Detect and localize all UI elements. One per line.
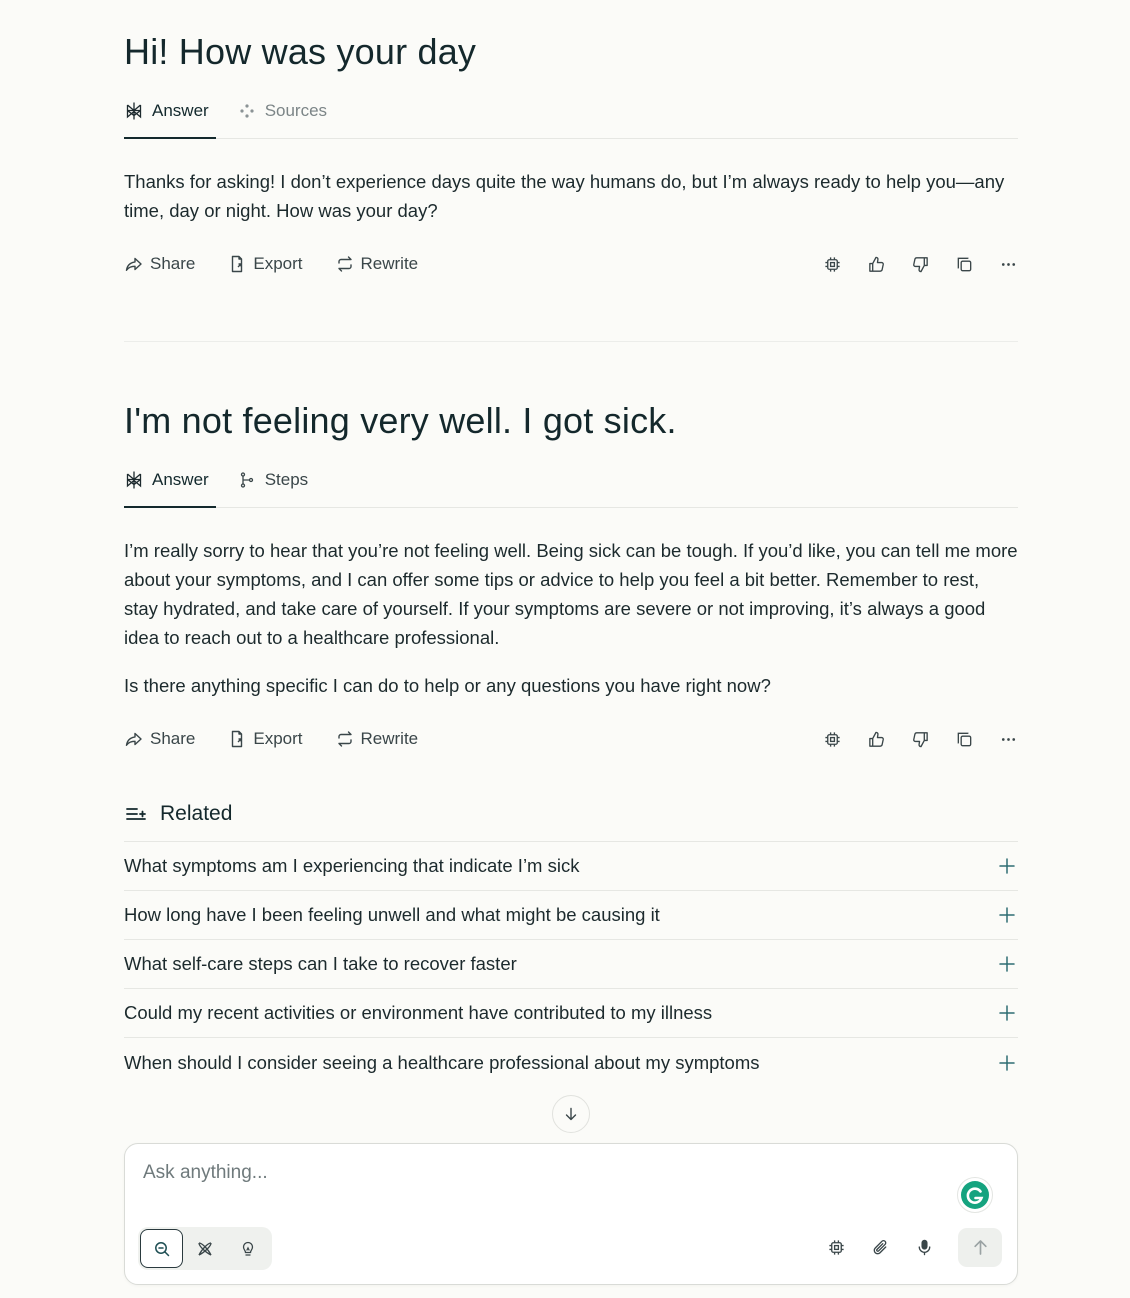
- query-title: I'm not feeling very well. I got sick.: [124, 400, 677, 441]
- arrow-down-icon: [563, 1106, 579, 1122]
- tab-steps[interactable]: [237, 452, 336, 508]
- microphone-icon: [915, 1238, 934, 1257]
- rewrite-button[interactable]: Rewrite: [335, 254, 419, 274]
- rewrite-repeat-icon: [335, 254, 355, 274]
- related-item[interactable]: What self-care steps can I take to recover faster: [124, 940, 1018, 989]
- answer-actions: [124, 246, 1018, 282]
- perplexity-logo-icon: [124, 101, 144, 121]
- copy-button[interactable]: [954, 729, 974, 749]
- voice-input-button[interactable]: [914, 1238, 934, 1258]
- mode-search-button[interactable]: [140, 1229, 183, 1268]
- tab-label: Answer: [152, 469, 209, 489]
- thumbs-down-button[interactable]: [910, 729, 930, 749]
- answer-paragraph: I’m really sorry to hear that you’re not feeling well. Being sick can be tough. If you’d like, you can tell me more about your symptoms, and I can offer some tips or advice to help you feel a bit better. Remember to rest, stay hydrated, and take care of yourself. If your symptoms are severe or not improving, it’s always a good idea to reach out to a healthcare professional.: [124, 540, 1018, 648]
- tab-bar: [124, 83, 1018, 139]
- thread-block-1: [124, 30, 1018, 74]
- thumbs-up-icon: [867, 255, 886, 274]
- thumbs-up-button[interactable]: [866, 729, 886, 749]
- grammarly-logo-icon: [960, 1180, 990, 1210]
- copy-button[interactable]: [954, 254, 974, 274]
- related-item[interactable]: How long have I been feeling unwell and what might be causing it: [124, 891, 1018, 940]
- related-heading: Related: [124, 800, 1018, 828]
- mode-research-button[interactable]: [183, 1229, 226, 1268]
- related-section: [124, 800, 1018, 1087]
- tab-answer[interactable]: [124, 83, 237, 139]
- share-icon: [124, 254, 144, 274]
- cpu-chip-icon: [827, 1238, 846, 1257]
- thumbs-up-icon: [867, 730, 886, 749]
- tab-bar: [124, 452, 1018, 508]
- thread-divider: [124, 341, 1018, 342]
- related-item[interactable]: When should I consider seeing a healthcare professional about my symptoms: [124, 1038, 1018, 1087]
- answer-text: [124, 167, 1018, 225]
- model-chip-button[interactable]: [822, 254, 842, 274]
- arrow-up-icon: [971, 1238, 990, 1257]
- answer-tabs: [124, 83, 1018, 139]
- more-dots-icon: [999, 255, 1018, 274]
- thread-block-2: [124, 399, 1018, 443]
- tab-sources[interactable]: [237, 83, 355, 139]
- copy-icon: [955, 255, 974, 274]
- tab-label: Answer: [152, 100, 209, 120]
- plus-icon: [998, 1054, 1016, 1072]
- tab-label: Sources: [264, 100, 328, 120]
- cpu-chip-icon: [823, 255, 842, 274]
- share-icon: [124, 729, 144, 749]
- rewrite-repeat-icon: [335, 729, 355, 749]
- more-button[interactable]: [998, 729, 1018, 749]
- steps-branch-icon: [237, 470, 257, 490]
- more-button[interactable]: [998, 254, 1018, 274]
- paperclip-icon: [871, 1238, 890, 1257]
- answer-tabs: [124, 452, 1018, 508]
- export-file-icon: [227, 729, 247, 749]
- query-title: Hi! How was your day: [124, 31, 477, 72]
- related-list: [124, 841, 1018, 1087]
- export-file-icon: [227, 254, 247, 274]
- attach-button[interactable]: [870, 1238, 890, 1258]
- grammarly-button[interactable]: [957, 1177, 993, 1213]
- plus-icon: [998, 857, 1016, 875]
- model-select-button[interactable]: [826, 1238, 846, 1258]
- export-button[interactable]: Export: [227, 729, 302, 749]
- related-list-icon: [124, 802, 148, 826]
- related-item[interactable]: Could my recent activities or environment have contributed to my illness: [124, 989, 1018, 1038]
- mode-labs-button[interactable]: [227, 1229, 270, 1268]
- composer-tools: [826, 1228, 1002, 1267]
- answer-paragraph: Is there anything specific I can do to help or any questions you have right now?: [124, 675, 771, 696]
- ask-input[interactable]: [143, 1158, 903, 1188]
- ask-composer: [124, 1143, 1018, 1285]
- tab-label: Steps: [264, 469, 309, 489]
- lightbulb-icon: [239, 1240, 257, 1258]
- copy-icon: [955, 730, 974, 749]
- related-item[interactable]: What symptoms am I experiencing that indicate I’m sick: [124, 842, 1018, 891]
- answer-paragraph: Thanks for asking! I don’t experience days quite the way humans do, but I’m always ready to help you—any time, day or night. How was your day?: [124, 171, 1005, 221]
- tab-answer[interactable]: [124, 452, 237, 508]
- answer-actions: [124, 721, 1018, 757]
- share-button[interactable]: Share: [124, 729, 195, 749]
- sources-dots-icon: [237, 101, 257, 121]
- plus-icon: [998, 1004, 1016, 1022]
- scroll-to-bottom-button[interactable]: [552, 1095, 590, 1133]
- plus-icon: [998, 955, 1016, 973]
- answer-text: [124, 536, 1018, 700]
- model-chip-button[interactable]: [822, 729, 842, 749]
- perplexity-logo-icon: [124, 470, 144, 490]
- rewrite-button[interactable]: Rewrite: [335, 729, 419, 749]
- thumbs-up-button[interactable]: [866, 254, 886, 274]
- share-button[interactable]: Share: [124, 254, 195, 274]
- cpu-chip-icon: [823, 730, 842, 749]
- plus-icon: [998, 906, 1016, 924]
- submit-button[interactable]: [958, 1228, 1002, 1267]
- thumbs-down-icon: [911, 255, 930, 274]
- thumbs-down-icon: [911, 730, 930, 749]
- search-mode-toggle: [138, 1227, 272, 1270]
- more-dots-icon: [999, 730, 1018, 749]
- thumbs-down-button[interactable]: [910, 254, 930, 274]
- export-button[interactable]: Export: [227, 254, 302, 274]
- search-icon: [153, 1240, 171, 1258]
- research-atom-icon: [196, 1240, 214, 1258]
